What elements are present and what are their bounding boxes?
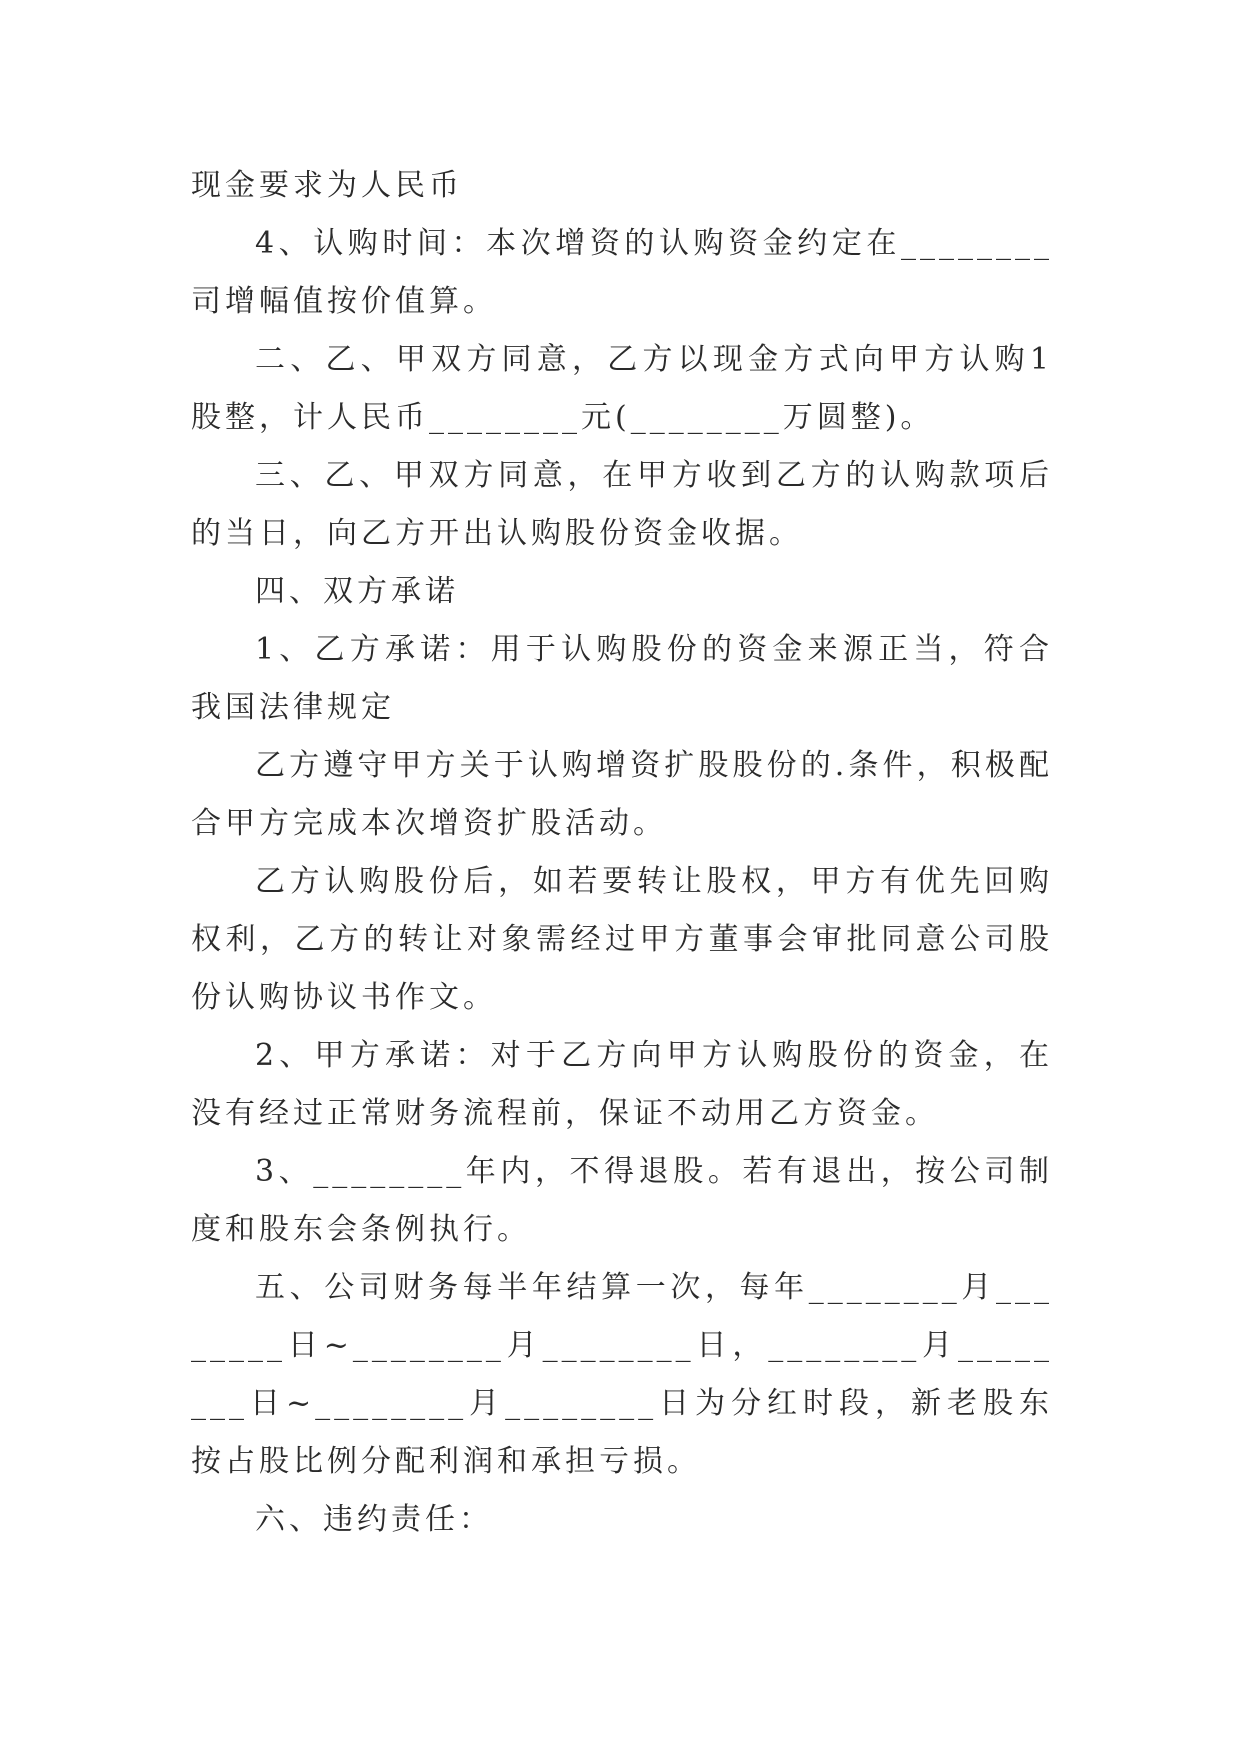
- paragraph-party-a-promise: 2、甲方承诺：对于乙方向甲方认购股份的资金，在没有经过正常财务流程前，保证不动用乙方资金。: [191, 1038, 1053, 1131]
- paragraph-subscription-time: 4、认购时间：本次增资的认购资金约定在________司增幅值按价值算。: [191, 226, 1053, 319]
- paragraph-share-transfer: 乙方认购股份后，如若要转让股权，甲方有优先回购权利，乙方的转让对象需经过甲方董事会审批同意公司股份认购协议书作文。: [191, 864, 1053, 1015]
- heading-clause-four: 四、双方承诺: [255, 574, 459, 609]
- paragraph-clause-three: 三、乙、甲双方同意，在甲方收到乙方的认购款项后的当日，向乙方开出认购股份资金收据。: [191, 458, 1053, 551]
- paragraph-clause-five: 五、公司财务每半年结算一次，每年________月________日~________月________日，________月________日~________月________日为分红时段，新老股东按占股比例分配利润和承担亏损。: [191, 1270, 1053, 1479]
- paragraph-no-withdrawal: 3、________年内，不得退股。若有退出，按公司制度和股东会条例执行。: [191, 1154, 1053, 1247]
- paragraph-cash-currency: 现金要求为人民币: [191, 168, 463, 203]
- heading-clause-six: 六、违约责任：: [255, 1502, 493, 1537]
- paragraph-clause-two: 二、乙、甲双方同意，乙方以现金方式向甲方认购1股整，计人民币________元(________万圆整)。: [191, 342, 1053, 435]
- paragraph-party-b-compliance: 乙方遵守甲方关于认购增资扩股股份的.条件，积极配合甲方完成本次增资扩股活动。: [191, 748, 1053, 841]
- paragraph-party-b-promise: 1、乙方承诺：用于认购股份的资金来源正当，符合我国法律规定: [191, 632, 1053, 725]
- document-body: [191, 157, 1053, 1549]
